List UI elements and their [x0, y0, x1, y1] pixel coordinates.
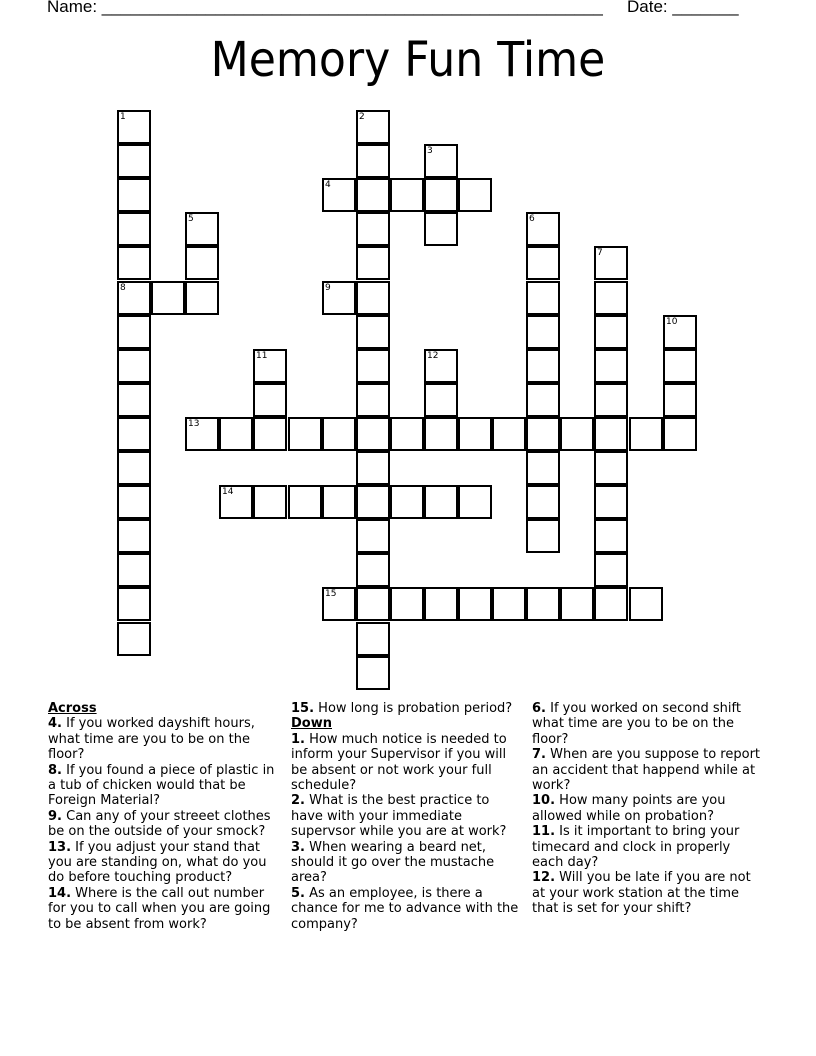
- clue-number: 1: [120, 112, 126, 122]
- grid-cell[interactable]: [117, 315, 151, 349]
- grid-cell[interactable]: [390, 485, 424, 519]
- clue-number: 12: [427, 351, 439, 361]
- grid-cell[interactable]: [322, 587, 356, 621]
- grid-cell[interactable]: [117, 622, 151, 656]
- grid-cell[interactable]: [663, 383, 697, 417]
- clue-number: 4: [325, 180, 331, 190]
- grid-cell[interactable]: [288, 485, 322, 519]
- grid-cell[interactable]: [117, 246, 151, 280]
- grid-cell[interactable]: [356, 519, 390, 553]
- grid-cell[interactable]: [663, 315, 697, 349]
- grid-cell[interactable]: [390, 587, 424, 621]
- grid-cell[interactable]: [117, 587, 151, 621]
- grid-cell[interactable]: [594, 349, 628, 383]
- grid-cell[interactable]: [151, 281, 185, 315]
- grid-cell[interactable]: [526, 246, 560, 280]
- date-field-label: Date: _______: [627, 0, 739, 16]
- clue-number: 8: [120, 283, 126, 293]
- grid-cell[interactable]: [526, 519, 560, 553]
- name-field-label: Name: _____________________________________________________: [47, 0, 603, 16]
- clue-number: 5: [188, 214, 194, 224]
- grid-cell[interactable]: [594, 383, 628, 417]
- grid-cell[interactable]: [322, 178, 356, 212]
- grid-cell[interactable]: [356, 110, 390, 144]
- grid-cell[interactable]: [219, 485, 253, 519]
- clue-down-11: 11. Is it important to bring your timecard and clock in properly each day?: [532, 824, 740, 871]
- grid-cell[interactable]: [356, 622, 390, 656]
- clue-across-15: 15. How long is probation period?: [291, 701, 513, 716]
- grid-cell[interactable]: [629, 587, 663, 621]
- grid-cell[interactable]: [117, 417, 151, 451]
- grid-cell[interactable]: [253, 485, 287, 519]
- grid-cell[interactable]: [356, 485, 390, 519]
- grid-cell[interactable]: [594, 451, 628, 485]
- grid-cell[interactable]: [185, 417, 219, 451]
- page-title: Memory Fun Time: [210, 32, 606, 88]
- grid-cell[interactable]: [663, 349, 697, 383]
- grid-cell[interactable]: [594, 315, 628, 349]
- grid-cell[interactable]: [356, 212, 390, 246]
- grid-cell[interactable]: [117, 485, 151, 519]
- clue-number: 14: [222, 487, 234, 497]
- across-heading: Across: [48, 701, 97, 716]
- grid-cell[interactable]: [356, 246, 390, 280]
- grid-cell[interactable]: [356, 383, 390, 417]
- grid-cell[interactable]: [663, 417, 697, 451]
- grid-cell[interactable]: [356, 656, 390, 690]
- clue-across-4: 4. If you worked dayshift hours, what time are you to be on the floor?: [48, 716, 255, 763]
- clues-column-2: [291, 701, 523, 932]
- grid-cell[interactable]: [492, 417, 526, 451]
- grid-cell[interactable]: [526, 281, 560, 315]
- grid-cell[interactable]: [288, 417, 322, 451]
- grid-cell[interactable]: [356, 178, 390, 212]
- grid-cell[interactable]: [424, 587, 458, 621]
- down-heading: Down: [291, 716, 332, 732]
- grid-cell[interactable]: [458, 417, 492, 451]
- clue-number: 15: [325, 589, 337, 599]
- grid-cell[interactable]: [117, 451, 151, 485]
- grid-cell[interactable]: [594, 485, 628, 519]
- clue-number: 6: [529, 214, 535, 224]
- clue-across-8: 8. If you found a piece of plastic in a tub of chicken would that be Foreign Material?: [48, 762, 275, 809]
- grid-cell[interactable]: [424, 349, 458, 383]
- grid-cell[interactable]: [458, 587, 492, 621]
- grid-cell[interactable]: [219, 417, 253, 451]
- grid-cell[interactable]: [594, 281, 628, 315]
- grid-cell[interactable]: [356, 281, 390, 315]
- grid-cell[interactable]: [117, 144, 151, 178]
- clue-down-2: 2. What is the best practice to have with your immediate supervsor while you are at work?: [291, 793, 507, 840]
- grid-cell[interactable]: [526, 383, 560, 417]
- grid-cell[interactable]: [117, 281, 151, 315]
- grid-cell[interactable]: [253, 383, 287, 417]
- clue-across-13: 13. If you adjust your stand that you are standing on, what do you do before touching product?: [48, 839, 267, 886]
- grid-cell[interactable]: [560, 417, 594, 451]
- grid-cell[interactable]: [594, 519, 628, 553]
- clue-number: 9: [325, 283, 331, 293]
- grid-cell[interactable]: [594, 246, 628, 280]
- grid-cell[interactable]: [356, 315, 390, 349]
- grid-cell[interactable]: [117, 553, 151, 587]
- grid-cell[interactable]: [322, 485, 356, 519]
- grid-cell[interactable]: [185, 212, 219, 246]
- grid-cell[interactable]: [424, 144, 458, 178]
- grid-cell[interactable]: [356, 553, 390, 587]
- clue-down-12: 12. Will you be late if you are not at your work station at the time that is set for your shift?: [532, 870, 751, 917]
- grid-cell[interactable]: [356, 587, 390, 621]
- clue-across-14: 14. Where is the call out number for you to call when you are going to be absent from work?: [48, 885, 271, 932]
- clue-down-5: 5. As an employee, is there a chance for me to advance with the company?: [291, 885, 519, 932]
- grid-cell[interactable]: [356, 144, 390, 178]
- grid-cell[interactable]: [390, 417, 424, 451]
- grid-cell[interactable]: [356, 417, 390, 451]
- grid-cell[interactable]: [424, 417, 458, 451]
- grid-cell[interactable]: [117, 519, 151, 553]
- grid-cell[interactable]: [526, 451, 560, 485]
- clue-down-6: 6. If you worked on second shift what time are you to be on the floor?: [532, 701, 741, 747]
- grid-cell[interactable]: [424, 178, 458, 212]
- clue-across-9: 9. Can any of your streeet clothes be on the outside of your smock?: [48, 808, 271, 840]
- grid-cell[interactable]: [492, 587, 526, 621]
- grid-cell[interactable]: [322, 281, 356, 315]
- grid-cell[interactable]: [117, 212, 151, 246]
- grid-cell[interactable]: [185, 281, 219, 315]
- grid-cell[interactable]: [322, 417, 356, 451]
- grid-cell[interactable]: [594, 417, 628, 451]
- grid-cell[interactable]: [594, 587, 628, 621]
- grid-cell[interactable]: [526, 349, 560, 383]
- clue-down-1: 1. How much notice is needed to inform your Supervisor if you will be absent or not work your full schedule?: [291, 731, 507, 794]
- clue-number: 13: [188, 419, 200, 429]
- clue-down-10: 10. How many points are you allowed while on probation?: [532, 793, 726, 824]
- grid-cell[interactable]: [629, 417, 663, 451]
- grid-cell[interactable]: [526, 417, 560, 451]
- grid-cell[interactable]: [390, 178, 424, 212]
- clue-down-7: 7. When are you suppose to report an accident that happend while at work?: [532, 747, 761, 794]
- grid-cell[interactable]: [594, 553, 628, 587]
- clue-down-3: 3. When wearing a beard net, should it go over the mustache area?: [291, 839, 495, 886]
- clue-number: 7: [597, 248, 603, 258]
- grid-cell[interactable]: [526, 212, 560, 246]
- clue-number: 2: [359, 112, 365, 122]
- grid-cell[interactable]: [560, 587, 594, 621]
- clue-number: 11: [256, 351, 268, 361]
- grid-cell[interactable]: [117, 178, 151, 212]
- clue-number: 10: [666, 317, 678, 327]
- grid-cell[interactable]: [117, 383, 151, 417]
- clues-column-1: [48, 701, 280, 932]
- grid-cell[interactable]: [424, 383, 458, 417]
- grid-cell[interactable]: [253, 349, 287, 383]
- grid-cell[interactable]: [117, 110, 151, 144]
- grid-cell[interactable]: [458, 178, 492, 212]
- grid-cell[interactable]: [526, 485, 560, 519]
- clue-number: 3: [427, 146, 433, 156]
- grid-cell[interactable]: [185, 246, 219, 280]
- grid-cell[interactable]: [424, 485, 458, 519]
- grid-cell[interactable]: [526, 315, 560, 349]
- grid-cell[interactable]: [356, 451, 390, 485]
- grid-cell[interactable]: [117, 349, 151, 383]
- grid-cell[interactable]: [424, 212, 458, 246]
- grid-cell[interactable]: [253, 417, 287, 451]
- clues-column-3: [532, 701, 764, 917]
- grid-cell[interactable]: [526, 587, 560, 621]
- grid-cell[interactable]: [458, 485, 492, 519]
- grid-cell[interactable]: [356, 349, 390, 383]
